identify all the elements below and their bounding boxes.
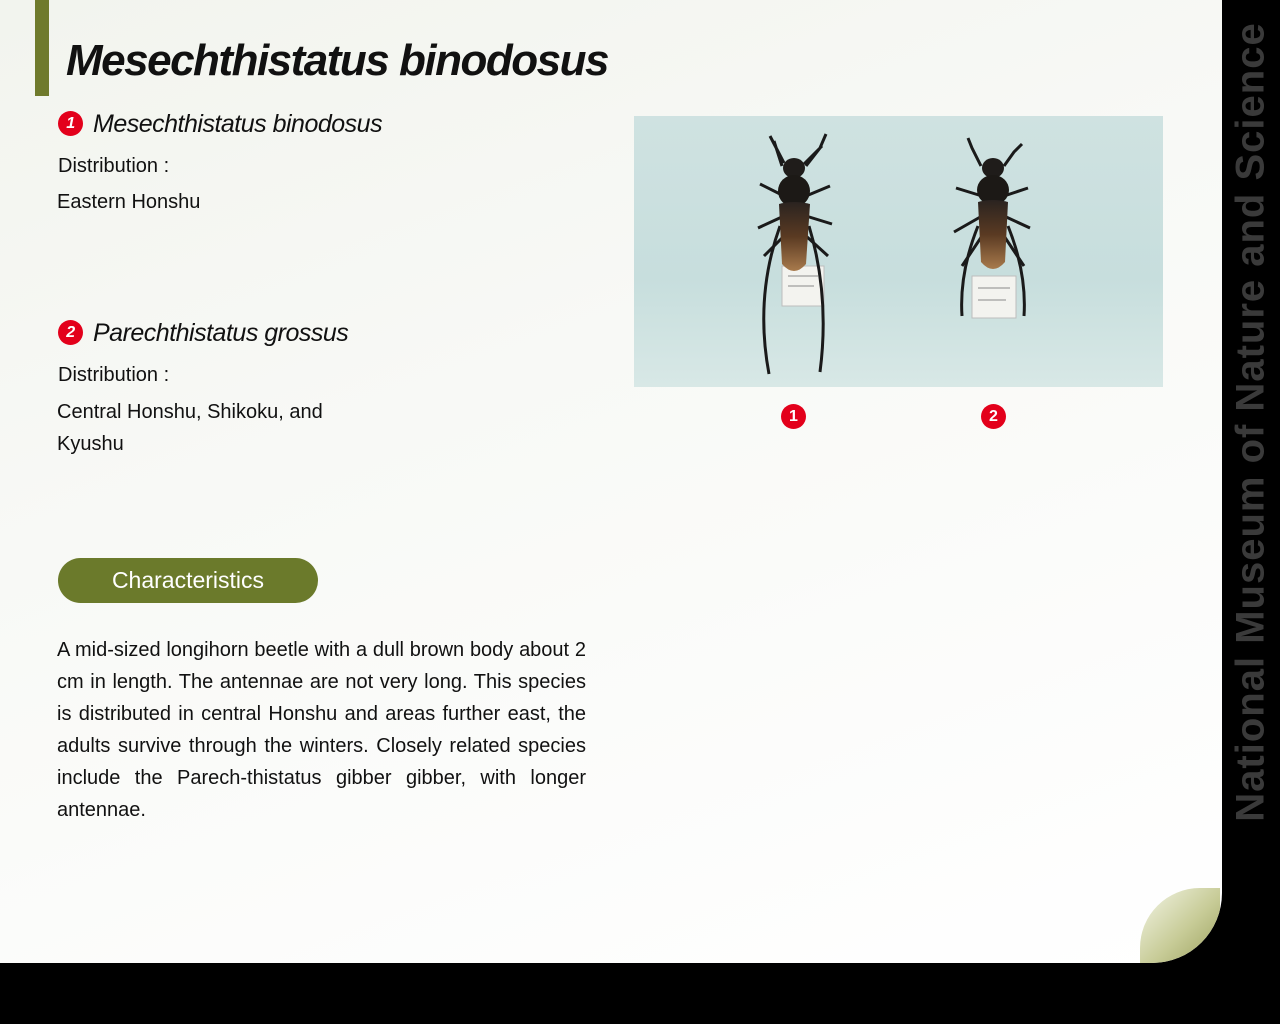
species-1-distribution-value [57,186,357,218]
characteristics-heading: Characteristics [58,558,318,603]
species-2-distribution-line: Central Honshu, Shikoku, and [57,401,323,423]
beetle-1 [758,134,832,374]
beetle-2 [954,138,1030,318]
page-title: Mesechthistatus binodosus [66,36,608,85]
specimen-photo [634,116,1163,387]
number-badge-1: 1 [58,111,83,136]
species-1-name: Mesechthistatus binodosus [93,110,383,138]
species-2-distribution-label: Distribution : [58,364,170,386]
page-curl [1140,888,1220,963]
museum-name: National Museum of Nature and Science [1228,22,1273,822]
beetle-specimens-illustration [634,116,1163,387]
species-1-distribution-line: Eastern Honshu [57,191,201,213]
species-1-name-row [58,110,382,139]
species-1-distribution-label: Distribution : [58,155,170,177]
title-accent-bar [35,0,49,96]
characteristics-text: A mid-sized longihorn beetle with a dull brown body about 2 cm in length. The antennae are not very long. This species is distributed in central Honshu and areas further east, the adults survive through the winters. Closely related species include the Parech-thistatus gibber gibber, with longer antennae. [57,639,586,821]
species-2-distribution-line: Kyushu [57,433,124,455]
photo-caption-1: 1 [781,404,806,429]
number-badge-2: 2 [58,320,83,345]
species-2-name-row [58,319,348,348]
species-2-name: Parechthistatus grossus [93,319,349,347]
photo-caption-2: 2 [981,404,1006,429]
species-2-distribution-value [57,396,357,460]
